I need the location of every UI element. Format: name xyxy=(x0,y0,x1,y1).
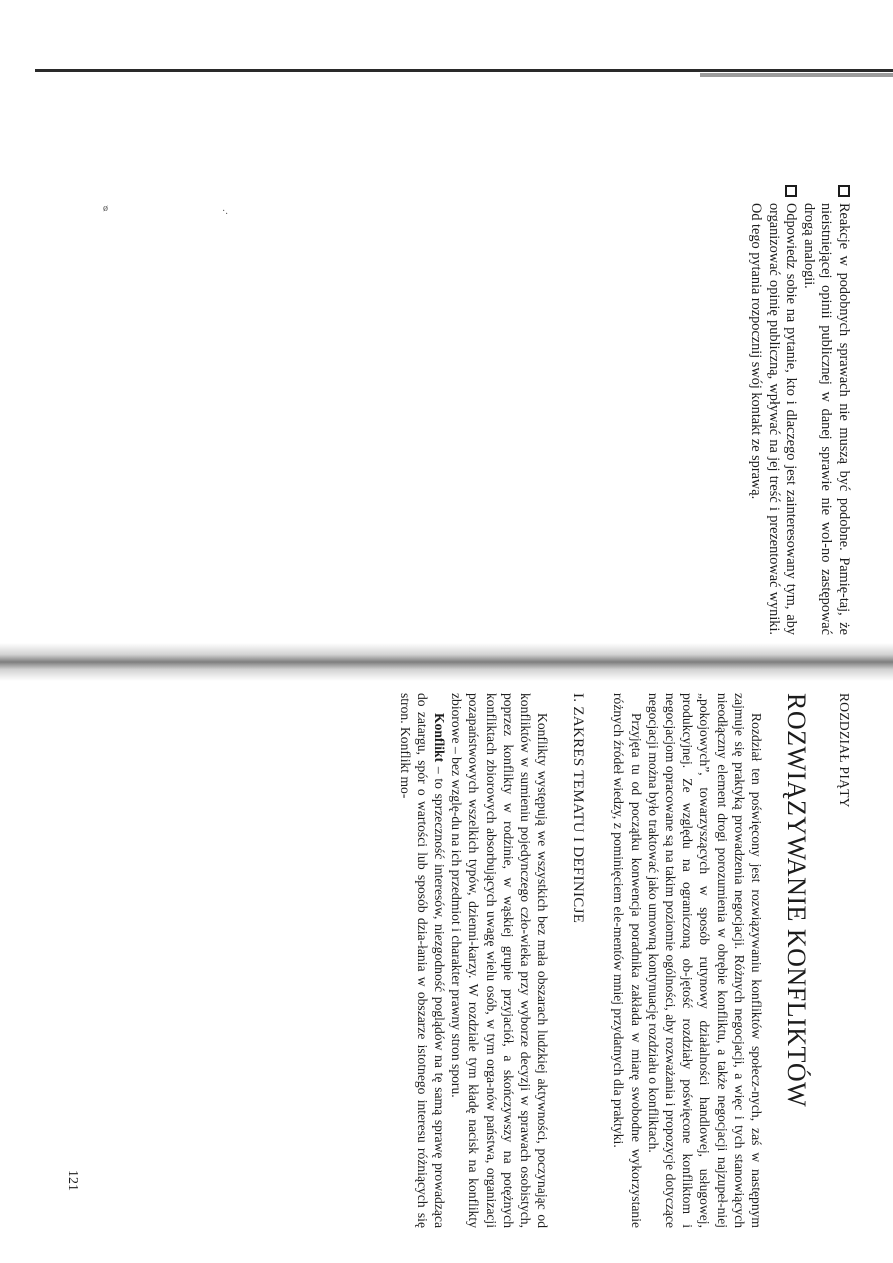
checkbox-bullet-icon xyxy=(785,185,797,197)
intro-paragraph: Przyjęta tu od początku konwencja poradnika zakłada w miarę swobodne wykorzystanie różnych źródeł wiedzy, z pominięciem ele-mentów mniej przydatnych dla praktyki. xyxy=(611,693,644,1228)
chapter-title: ROZWIĄZYWANIE KONFLIKTÓW xyxy=(782,693,811,1108)
section-heading: I. ZAKRES TEMATU I DEFINICJE xyxy=(570,693,587,924)
page-number: 121 xyxy=(65,1170,80,1191)
bullet-text: Reakcje w podobnych sprawach nie muszą być podobne. Pamię-taj, że nieistniejącej opinii publicznej w danej sprawie nie wol-no zastępować drogą analogii. xyxy=(800,203,852,635)
chapter-label: ROZDZIAŁ PIĄTY xyxy=(837,693,852,808)
section-paragraph: Konflikty występują we wszystkich bez mała obszarach ludzkiej aktywności, poczynając od konfliktów w sumieniu pojedynczego czło-wieka przy wyborze decyzji w sprawach osobistych, poprzez konflikty w rodzinie, w wąskiej grupie przyjaciół, a skończywszy na potężnych konfliktach zbiorowych absorbujących uwagę wielu osób, w tym orga-nów państwa, organizacji pozapaństwowych wszelkich typów, dzienni-karzy. W rozdziale tym kładę nacisk na konflikty zbiorowe – bez wzglę-du na ich przedmiot i charakter prawny stron sporu. xyxy=(449,693,551,1228)
scan-edge-shadow xyxy=(700,73,893,77)
bullet-item xyxy=(799,185,852,635)
definition-term: Konflikt xyxy=(431,713,447,763)
checkbox-bullet-icon xyxy=(838,185,850,197)
definition-paragraph xyxy=(396,693,448,1228)
scan-edge-line xyxy=(35,69,893,72)
page-fold-shadow xyxy=(0,643,893,681)
bullet-item xyxy=(746,185,799,635)
intro-paragraph: Rozdział ten poświęcony jest rozwiązywaniu konfliktów społecz-nych, zaś w następnym zajmuje się praktyką prowadzenia negocjacji. Różnych negocjacji, a więc i tych stanowiących nieodłączny element drogi porozumienia w obrębie konfliktu, a także negocjacji najzupeł-niej „pokojowych”, towarzyszących w sposób rutynowy działalności handlowej, usługowej, produkcyjnej. Ze względu na ograniczoną ob-jętość rozdziały poświęcone konfliktom i negocjacjom opracowane są na takim poziomie ogólności, aby rozważania i propozycje dotyczące negocjacji można było traktować jako umowną kontynuację rozdziału o konfliktach. xyxy=(645,693,764,1228)
definition-text: – to sprzeczność interesów, niezgodność poglądów na tę samą sprawę prowadząca do zatargu, spór o wartości lub sposób dzia-łania w obszarze istotnego interesu różniących się stron. Konflikt mo- xyxy=(397,693,447,1228)
top-page-column xyxy=(746,185,852,635)
bullet-text: Odpowiedz sobie na pytanie, kto i dlaczego jest zainteresowany tym, aby organizować opinię publiczną, wpływać na jej treść i prezentować wyniki. Od tego pytania rozpocznij swój kontakt ze sprawą. xyxy=(748,203,800,635)
chapter-column xyxy=(396,693,852,1228)
scan-speck: ø xyxy=(103,203,108,214)
scan-speck: ·. xyxy=(222,206,228,217)
